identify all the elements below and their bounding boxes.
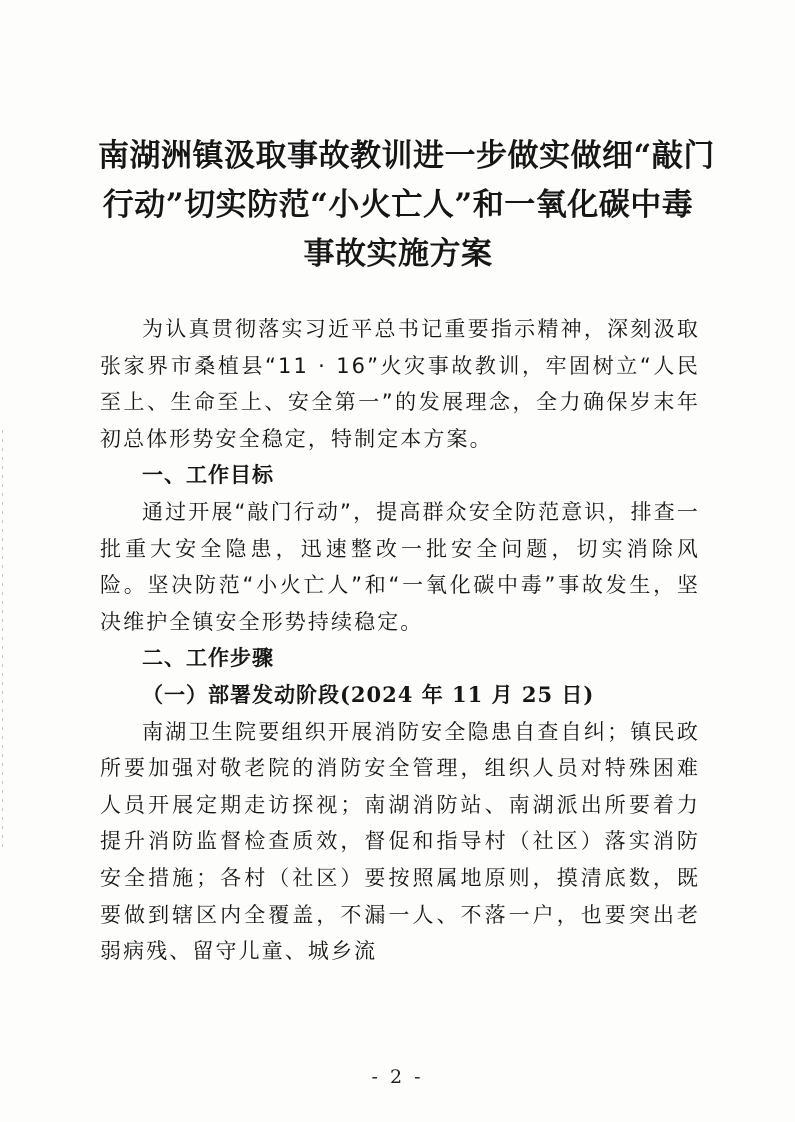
subsection-heading-deployment: （一）部署发动阶段(2024 年 11 月 25 日) [142, 681, 595, 707]
deployment-paragraph: 南湖卫生院要组织开展消防安全隐患自查自纠；镇民政所要加强对敬老院的消防安全管理，组织人员对特殊困难人员开展定期走访探视；南湖消防站、南湖派出所要着力提升消防监督检查质效，督促和指导村（社区）落实消防安全措施；各村（社区）要按照属地原则，摸清底数，既要做到辖区内全覆盖，不漏一人、不落一户，也要突出老弱病残、留守儿童、城乡流 [100, 719, 700, 964]
title-line-3: 事故实施方案 [303, 236, 493, 272]
section-heading-goals: 一、工作目标 [142, 463, 274, 488]
intro-paragraph: 为认真贯彻落实习近平总书记重要指示精神，深刻汲取张家界市桑植县“11 · 16”火灾事故教训，牢固树立“人民至上、生命至上、安全第一”的发展理念，全力确保岁末年初总体形势安全稳定，特制定本方案。 [100, 317, 700, 451]
scan-edge-mark [2, 430, 3, 850]
document-body [100, 311, 700, 970]
title-line-1: 南湖洲镇汲取事故教训进一步做实做细“敲门 [98, 138, 715, 174]
section-heading-steps: 二、工作步骤 [142, 646, 274, 671]
page-number: - 2 - [371, 1066, 424, 1088]
document-title [98, 132, 715, 279]
goals-paragraph: 通过开展“敲门行动”，提高群众安全防范意识，排查一批重大安全隐患，迅速整改一批安全问题，切实消除风险。坚决防范“小火亡人”和“一氧化碳中毒”事故发生，坚决维护全镇安全形势持续稳定。 [100, 499, 700, 634]
title-line-2: 行动”切实防范“小火亡人”和一氧化碳中毒 [102, 187, 694, 223]
